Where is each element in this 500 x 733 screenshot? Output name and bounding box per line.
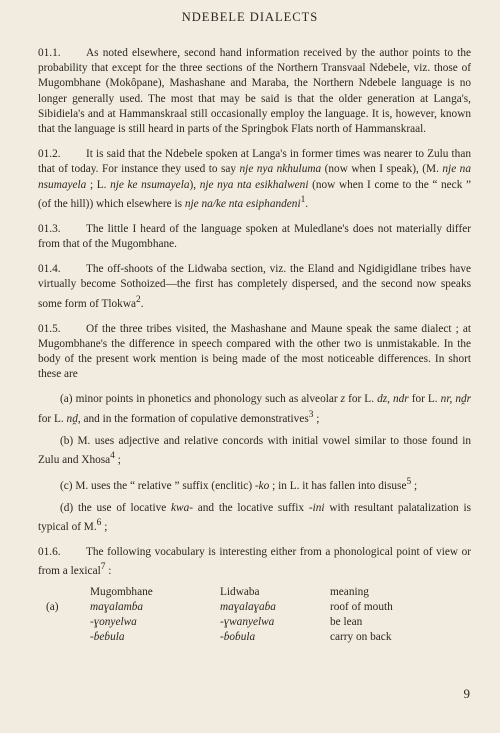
vocabulary-table <box>38 585 471 645</box>
ndebele-phrase: nje na/ke nta esiphandeni <box>184 197 301 210</box>
vocabulary-row <box>38 615 471 630</box>
list-text: (b) M. uses adjective and relative concords with initial vowel similar to those found in Zulu and Xhosa <box>38 434 471 466</box>
paragraph-01-6 <box>38 545 471 579</box>
lidwaba-word: maɣalaɣaɓa <box>220 601 276 614</box>
footnote-ref: 1 <box>300 194 306 205</box>
page-number: 9 <box>463 686 470 701</box>
ndebele-phrase: z <box>340 393 346 406</box>
paragraph-01-2 <box>38 147 471 212</box>
list-text: (c) M. uses the “ relative ” suffix (enclitic) <box>60 479 255 492</box>
list-text: ; <box>114 453 121 466</box>
list-text: with resultant palatalization is typical of M. <box>38 501 471 533</box>
footnote-ref: 7 <box>100 562 106 573</box>
lidwaba-word: -ɓoɓula <box>220 631 256 644</box>
ndebele-phrase: nḓ <box>66 412 78 425</box>
paragraph-01-5 <box>38 322 471 383</box>
page-title: NDEBELE DIALECTS <box>181 10 319 24</box>
footnote-ref: 4 <box>110 450 115 461</box>
ndebele-phrase: -ini <box>308 501 325 514</box>
lidwaba-word: -ɣwanyelwa <box>220 616 275 629</box>
mugombhane-word: -ɓeɓula <box>90 631 125 644</box>
ndebele-phrase: -ko <box>254 479 270 492</box>
list-text: , and in the formation of copulative demonstratives <box>77 412 309 425</box>
section-number: 01.1. <box>38 47 61 59</box>
footnote-ref: 6 <box>96 517 102 528</box>
list-item-d <box>38 501 471 535</box>
paragraph-text: . <box>305 197 309 210</box>
vocab-spacer <box>38 615 90 630</box>
column-header-meaning: meaning <box>330 586 369 599</box>
paragraph-01-4 <box>38 262 471 311</box>
list-text: ; in L. it has fallen into disuse <box>269 479 407 492</box>
word-meaning: be lean <box>330 616 363 629</box>
paragraph-text: . <box>140 297 144 310</box>
list-text: for L. <box>345 393 378 406</box>
ndebele-phrase: nje na nsumayela <box>38 163 471 191</box>
paragraph-01-1 <box>38 46 471 137</box>
section-number: 01.3. <box>38 222 61 235</box>
list-text: ; <box>411 479 418 492</box>
vocabulary-row <box>38 630 471 645</box>
list-text: ; <box>101 520 108 533</box>
mugombhane-word: maɣalamɓa <box>90 601 144 614</box>
list-item-a <box>38 392 471 426</box>
vocab-label: (a) <box>46 601 59 614</box>
word-meaning: carry on back <box>330 631 392 644</box>
ndebele-phrase: nje nya nta esikhalweni <box>199 178 309 191</box>
footnote-ref: 5 <box>406 476 412 487</box>
paragraph-text: (now when I speak), (M. <box>321 163 443 176</box>
ndebele-phrase: nje ke nsumayela <box>110 178 190 191</box>
paragraph-text: It is said that the Ndebele spoken at Langa's in former times was nearer to Zulu than that of today. For instance they used to say <box>38 148 471 176</box>
word-meaning: roof of mouth <box>330 601 393 614</box>
ndebele-phrase: nr, nḓr <box>440 393 472 406</box>
column-header-lidwaba: Lidwaba <box>220 586 260 599</box>
footnote-ref: 3 <box>308 409 314 420</box>
list-text: (d) the use of locative <box>60 501 172 514</box>
paragraph-text: The little I heard of the language spoken at Muledlane's does not materially differ from that of the Mugombhane. <box>38 222 471 250</box>
paragraph-text: As noted elsewhere, second hand information received by the author points to the probability that except for the three sections of the Northern Transvaal Ndebele, viz. those of Mugombhane (Mokôpane), Mashashane and Maraba, the Northern Ndebele language is no longer generally used. The most that may be said is that the older generation at Langa's, Sibidiela's and at Hammanskraal still occasionally employ the language. It is, however, known that the language is still heard in parts of the Springbok Flats north of Hammanskraal. <box>38 47 471 136</box>
paragraph-text: Of the three tribes visited, the Mashashane and Maune speak the same dialect ; at Mugombhane's the difference in speech compared with the other two is unmistakable. In the body of the present work mention is being made of the most noticeable differences. In short these are <box>38 322 471 381</box>
list-text: for L. <box>38 412 67 425</box>
ndebele-phrase: dz, ndr <box>377 393 409 406</box>
list-item-b <box>38 434 471 468</box>
column-header-mugombhane: Mugombhane <box>90 586 153 599</box>
paragraph-text: The following vocabulary is interesting either from a phonological point of view or from a lexical <box>38 545 471 577</box>
list-text: (a) minor points in phonetics and phonology such as alveolar <box>60 393 341 406</box>
section-number: 01.6. <box>38 545 61 558</box>
vocabulary-header-row <box>38 585 471 600</box>
ndebele-phrase: nje nya nkhuluma <box>239 163 322 176</box>
list-item-c <box>38 475 471 494</box>
ndebele-phrase: kwa- <box>171 501 193 514</box>
paragraph-text: ), <box>189 178 200 191</box>
section-number: 01.2. <box>38 148 61 161</box>
paragraph-01-3 <box>38 222 471 252</box>
section-number: 01.4. <box>38 263 61 276</box>
paragraph-text: : <box>105 564 112 577</box>
footnote-ref: 2 <box>136 294 141 305</box>
list-text: and the locative suffix <box>193 501 309 514</box>
paragraph-text: ; L. <box>86 178 111 191</box>
body-text <box>38 46 471 645</box>
vocabulary-row <box>38 600 471 615</box>
paragraph-text: The off-shoots of the Lidwaba section, viz. the Eland and Ngidigidlane tribes have virtually become Sothoized—the first has completely dispersed, and the second now speaks some form of Tlokwa <box>38 263 471 310</box>
list-text: ; <box>313 412 320 425</box>
section-number: 01.5. <box>38 322 61 335</box>
list-text: for L. <box>408 393 441 406</box>
mugombhane-word: -ɣonyelwa <box>90 616 137 629</box>
paragraph-text: (now when I come to the “ neck ” (of the hill)) which elsewhere is <box>38 178 471 210</box>
vocab-spacer <box>38 630 90 645</box>
vocab-spacer <box>38 585 90 600</box>
